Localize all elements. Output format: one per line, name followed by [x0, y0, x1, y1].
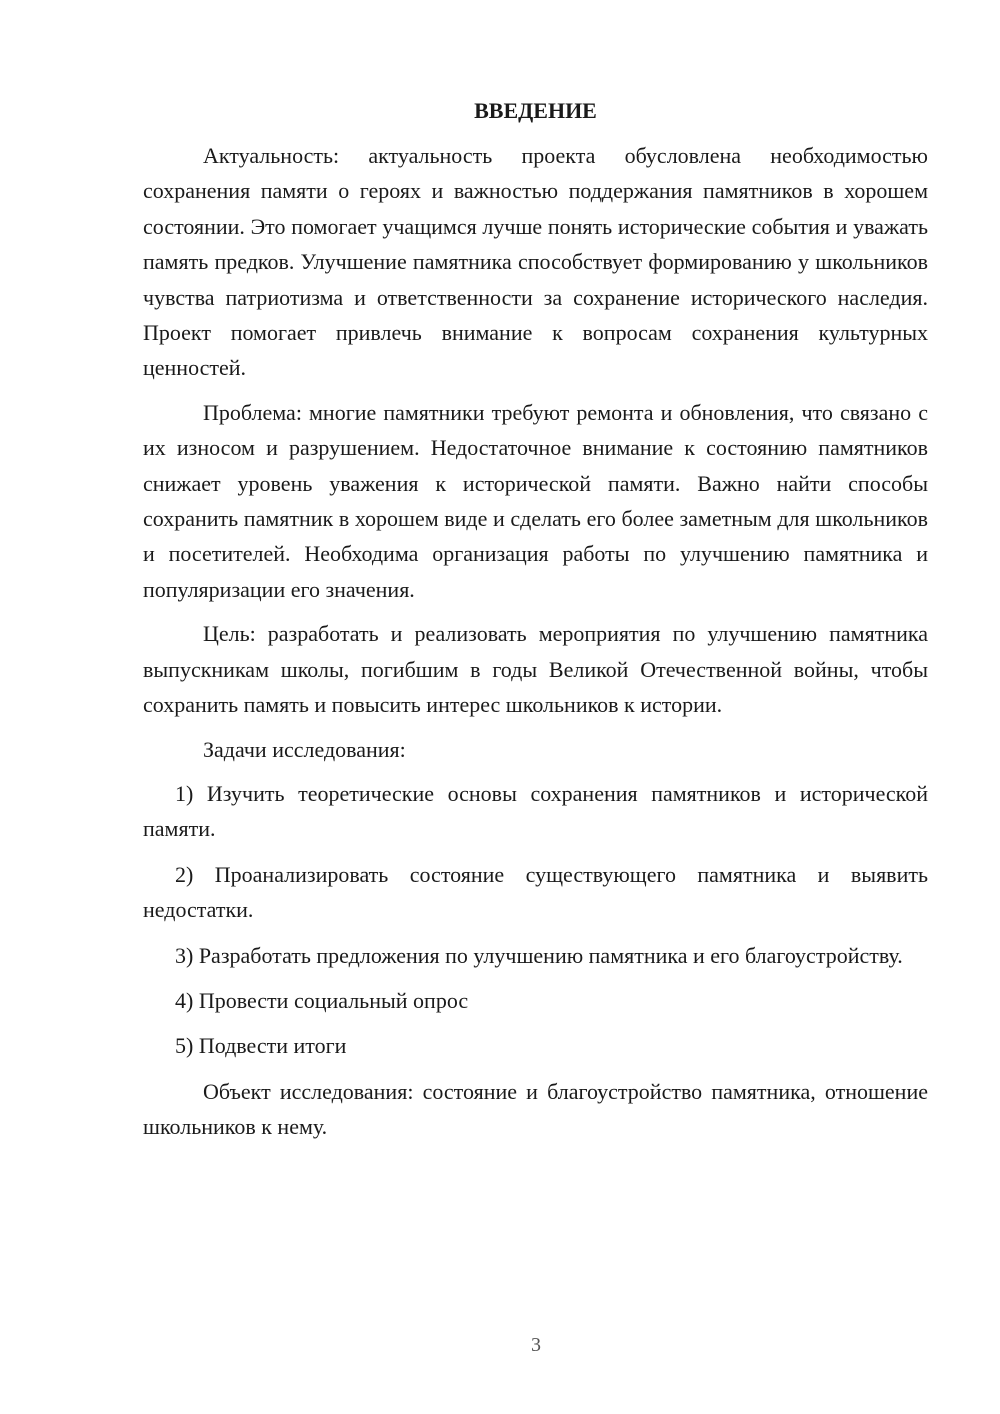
task-item-4: 4) Провести социальный опрос — [175, 987, 469, 1013]
page-content — [143, 96, 928, 1145]
paragraph-goal: Цель: разработать и реализовать мероприятия по улучшению памятника выпускникам школы, погибшим в годы Великой Отечественной войны, чтобы сохранить память и повысить интерес школьников к истории. — [143, 621, 928, 718]
page-title: ВВЕДЕНИЕ — [474, 98, 597, 123]
paragraph-problem: Проблема: многие памятники требуют ремонта и обновления, что связано с их износом и разрушением. Недостаточное внимание к состоянию памятников снижает уровень уважения к исторической памяти. Важно найти способы сохранить памятник в хорошем виде и сделать его более заметным для школьников и посетителей. Необходима организация работы по улучшению памятника и популяризации его значения. — [143, 399, 928, 602]
task-item-3: 3) Разработать предложения по улучшению памятника и его благоустройству. — [175, 942, 903, 968]
task-item-5: 5) Подвести итоги — [175, 1033, 347, 1059]
task-item-2: 2) Проанализировать состояние существующего памятника и выявить недостатки. — [143, 861, 928, 923]
paragraph-relevance: Актуальность: актуальность проекта обусловлена необходимостью сохранения памяти о героях и важностью поддержания памятников в хорошем состоянии. Это помогает учащимся лучше понять исторические события и уважать память предков. Улучшение памятника способствует формированию у школьников чувства патриотизма и ответственности за сохранение исторического наследия. Проект помогает привлечь внимание к вопросам сохранения культурных ценностей. — [143, 143, 928, 381]
task-item-1: 1) Изучить теоретические основы сохранения памятников и исторической памяти. — [143, 780, 928, 842]
paragraph-object: Объект исследования: состояние и благоустройство памятника, отношение школьников к нему. — [143, 1078, 928, 1140]
page-number: 3 — [531, 1334, 541, 1356]
tasks-heading: Задачи исследования: — [203, 736, 406, 762]
